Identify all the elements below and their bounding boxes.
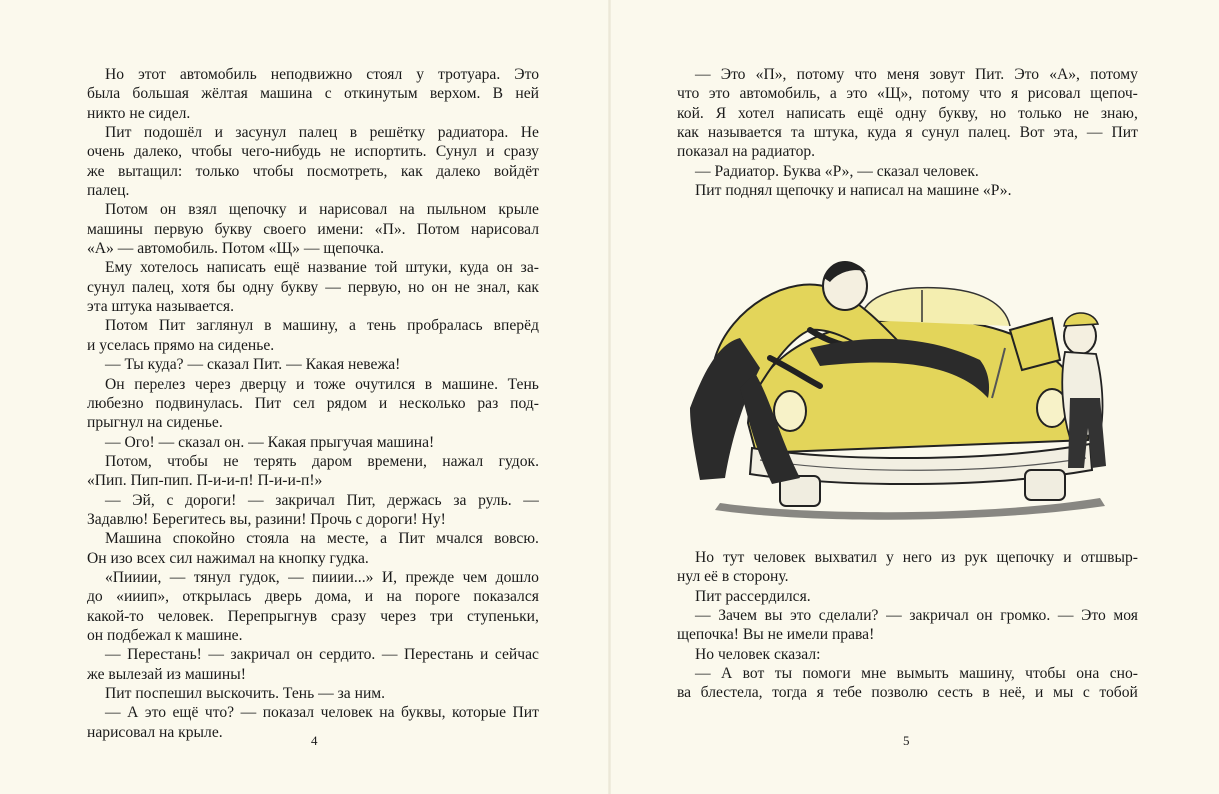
left-page <box>0 0 609 794</box>
right-page <box>610 0 1219 794</box>
text-line: Он перелез через дверцу и тоже очутился в машине. Тень <box>105 375 539 393</box>
text-line <box>87 665 539 684</box>
line-text: щепочка! Вы не имели права! <box>677 626 875 644</box>
text-line <box>87 181 539 200</box>
text-line: Потом он взял щепочку и нарисовал на пыльном крыле <box>105 201 539 219</box>
text-line <box>677 587 1138 606</box>
text-line: очень далеко, чтобы чего-нибудь не испортить. Сунул и сразу <box>87 143 539 161</box>
text-line: Потом, чтобы не терять даром времени, нажал гудок. <box>105 452 539 470</box>
text-line <box>87 413 539 432</box>
text-line: Ему хотелось написать ещё название той штуки, куда он за- <box>105 259 539 277</box>
line-text: Пит поднял щепочку и написал на машине «Р». <box>695 182 1012 200</box>
text-line: — Перестань! — закричал он сердито. — Перестань и сейчас <box>105 646 539 664</box>
line-text: «А» — автомобиль. Потом «Щ» — щепочка. <box>87 240 384 258</box>
text-line <box>87 239 539 258</box>
text-line: какой-то человек. Перепрыгнув сразу через три ступеньки, <box>87 607 539 625</box>
line-text: Но человек сказал: <box>695 645 821 663</box>
text-line <box>677 625 1138 644</box>
text-line: машины первую букву своего имени: «П». Потом нарисовал <box>87 220 539 238</box>
text-line <box>87 336 539 355</box>
text-line: Потом Пит заглянул в машину, а тень пробралась вперёд <box>105 317 539 335</box>
line-text: Задавлю! Берегитесь вы, разини! Прочь с дороги! Ну! <box>87 510 446 528</box>
line-text: — Ого! — сказал он. — Какая прыгучая машина! <box>105 433 435 451</box>
line-text: эта штука называется. <box>87 298 234 316</box>
text-line <box>87 104 539 123</box>
text-line <box>87 626 539 645</box>
page-number-left: 4 <box>311 733 318 748</box>
text-line: — А вот ты помоги мне вымыть машину, чтобы она сно- <box>695 665 1138 683</box>
text-line <box>677 162 1138 181</box>
text-line <box>87 433 539 452</box>
line-text: Пит поспешил выскочить. Тень — за ним. <box>105 685 386 702</box>
car-washing-illustration <box>660 248 1120 523</box>
text-line <box>87 549 539 568</box>
text-line: ва блестела, тогда я тебе позволю сесть в неё, и мы с тобой <box>677 684 1138 702</box>
line-text: же вылезай из машины! <box>87 665 246 683</box>
text-line: любезно подвинулась. Пит сел рядом и несколько раз под- <box>87 394 539 412</box>
text-line <box>87 355 539 374</box>
text-line <box>677 567 1138 586</box>
text-line: до «ииип», открылась дверь дома, и на пороге показался <box>87 588 539 606</box>
text-line: была большая жёлтая машина с откинутым верхом. В ней <box>87 85 539 103</box>
text-line: — Это «П», потому что меня зовут Пит. Это «А», потому <box>695 66 1138 83</box>
text-line: Но этот автомобиль неподвижно стоял у тротуара. Это <box>105 66 539 83</box>
text-line <box>677 181 1138 200</box>
line-text: — Ты куда? — сказал Пит. — Какая невежа! <box>105 356 401 374</box>
text-line: «Пииии, — тянул гудок, — пииии...» И, прежде чем дошло <box>105 568 539 586</box>
text-line <box>87 510 539 529</box>
text-line: как называется та штука, куда я сунул палец. Вот эта, — Пит <box>677 124 1138 142</box>
text-line <box>87 297 539 316</box>
line-text: — Радиатор. Буква «Р», — сказал человек. <box>695 162 979 180</box>
text-line: Машина спокойно стояла на месте, а Пит мчался вовсю. <box>105 530 539 548</box>
line-text: Пит рассердился. <box>695 587 811 605</box>
text-line <box>87 684 539 703</box>
line-text: прыгнул на сиденье. <box>87 414 223 432</box>
left-page-text <box>87 65 539 742</box>
text-line: Пит подошёл и засунул палец в решётку радиатора. Не <box>105 124 539 142</box>
line-text: Он изо всех сил нажимал на кнопку гудка. <box>87 549 369 567</box>
text-line: сунул палец, хотя бы одну букву — первую, но он не знал, как <box>87 278 539 296</box>
text-line: Но тут человек выхватил у него из рук щепочку и отшвыр- <box>695 549 1138 566</box>
line-text: показал на радиатор. <box>677 143 816 161</box>
line-text: и уселась прямо на сиденье. <box>87 336 275 354</box>
text-line: — Эй, с дороги! — закричал Пит, держась за руль. — <box>105 491 539 509</box>
line-text: «Пип. Пип-пип. П-и-и-п! П-и-и-п!» <box>87 472 323 490</box>
text-line: же вытащил: только чтобы посмотреть, как далеко войдёт <box>87 162 539 180</box>
text-line <box>87 471 539 490</box>
text-line <box>677 142 1138 161</box>
line-text: нарисовал на крыле. <box>87 723 223 741</box>
line-text: никто не сидел. <box>87 104 191 122</box>
text-line: кой. Я хотел написать ещё одну букву, но только не знаю, <box>677 104 1138 122</box>
line-text: палец. <box>87 182 130 200</box>
line-text: нул её в сторону. <box>677 568 789 586</box>
right-page-top-text <box>677 65 1138 200</box>
text-line <box>677 645 1138 664</box>
page-number-right: 5 <box>903 733 910 748</box>
text-line: — А это ещё что? — показал человек на буквы, которые Пит <box>105 704 539 722</box>
text-line: — Зачем вы это сделали? — закричал он громко. — Это моя <box>695 607 1138 625</box>
right-page-bottom-text <box>677 548 1138 703</box>
text-line: что это автомобиль, а это «Щ», потому что я рисовал щепоч- <box>677 85 1138 103</box>
line-text: он подбежал к машине. <box>87 626 243 644</box>
